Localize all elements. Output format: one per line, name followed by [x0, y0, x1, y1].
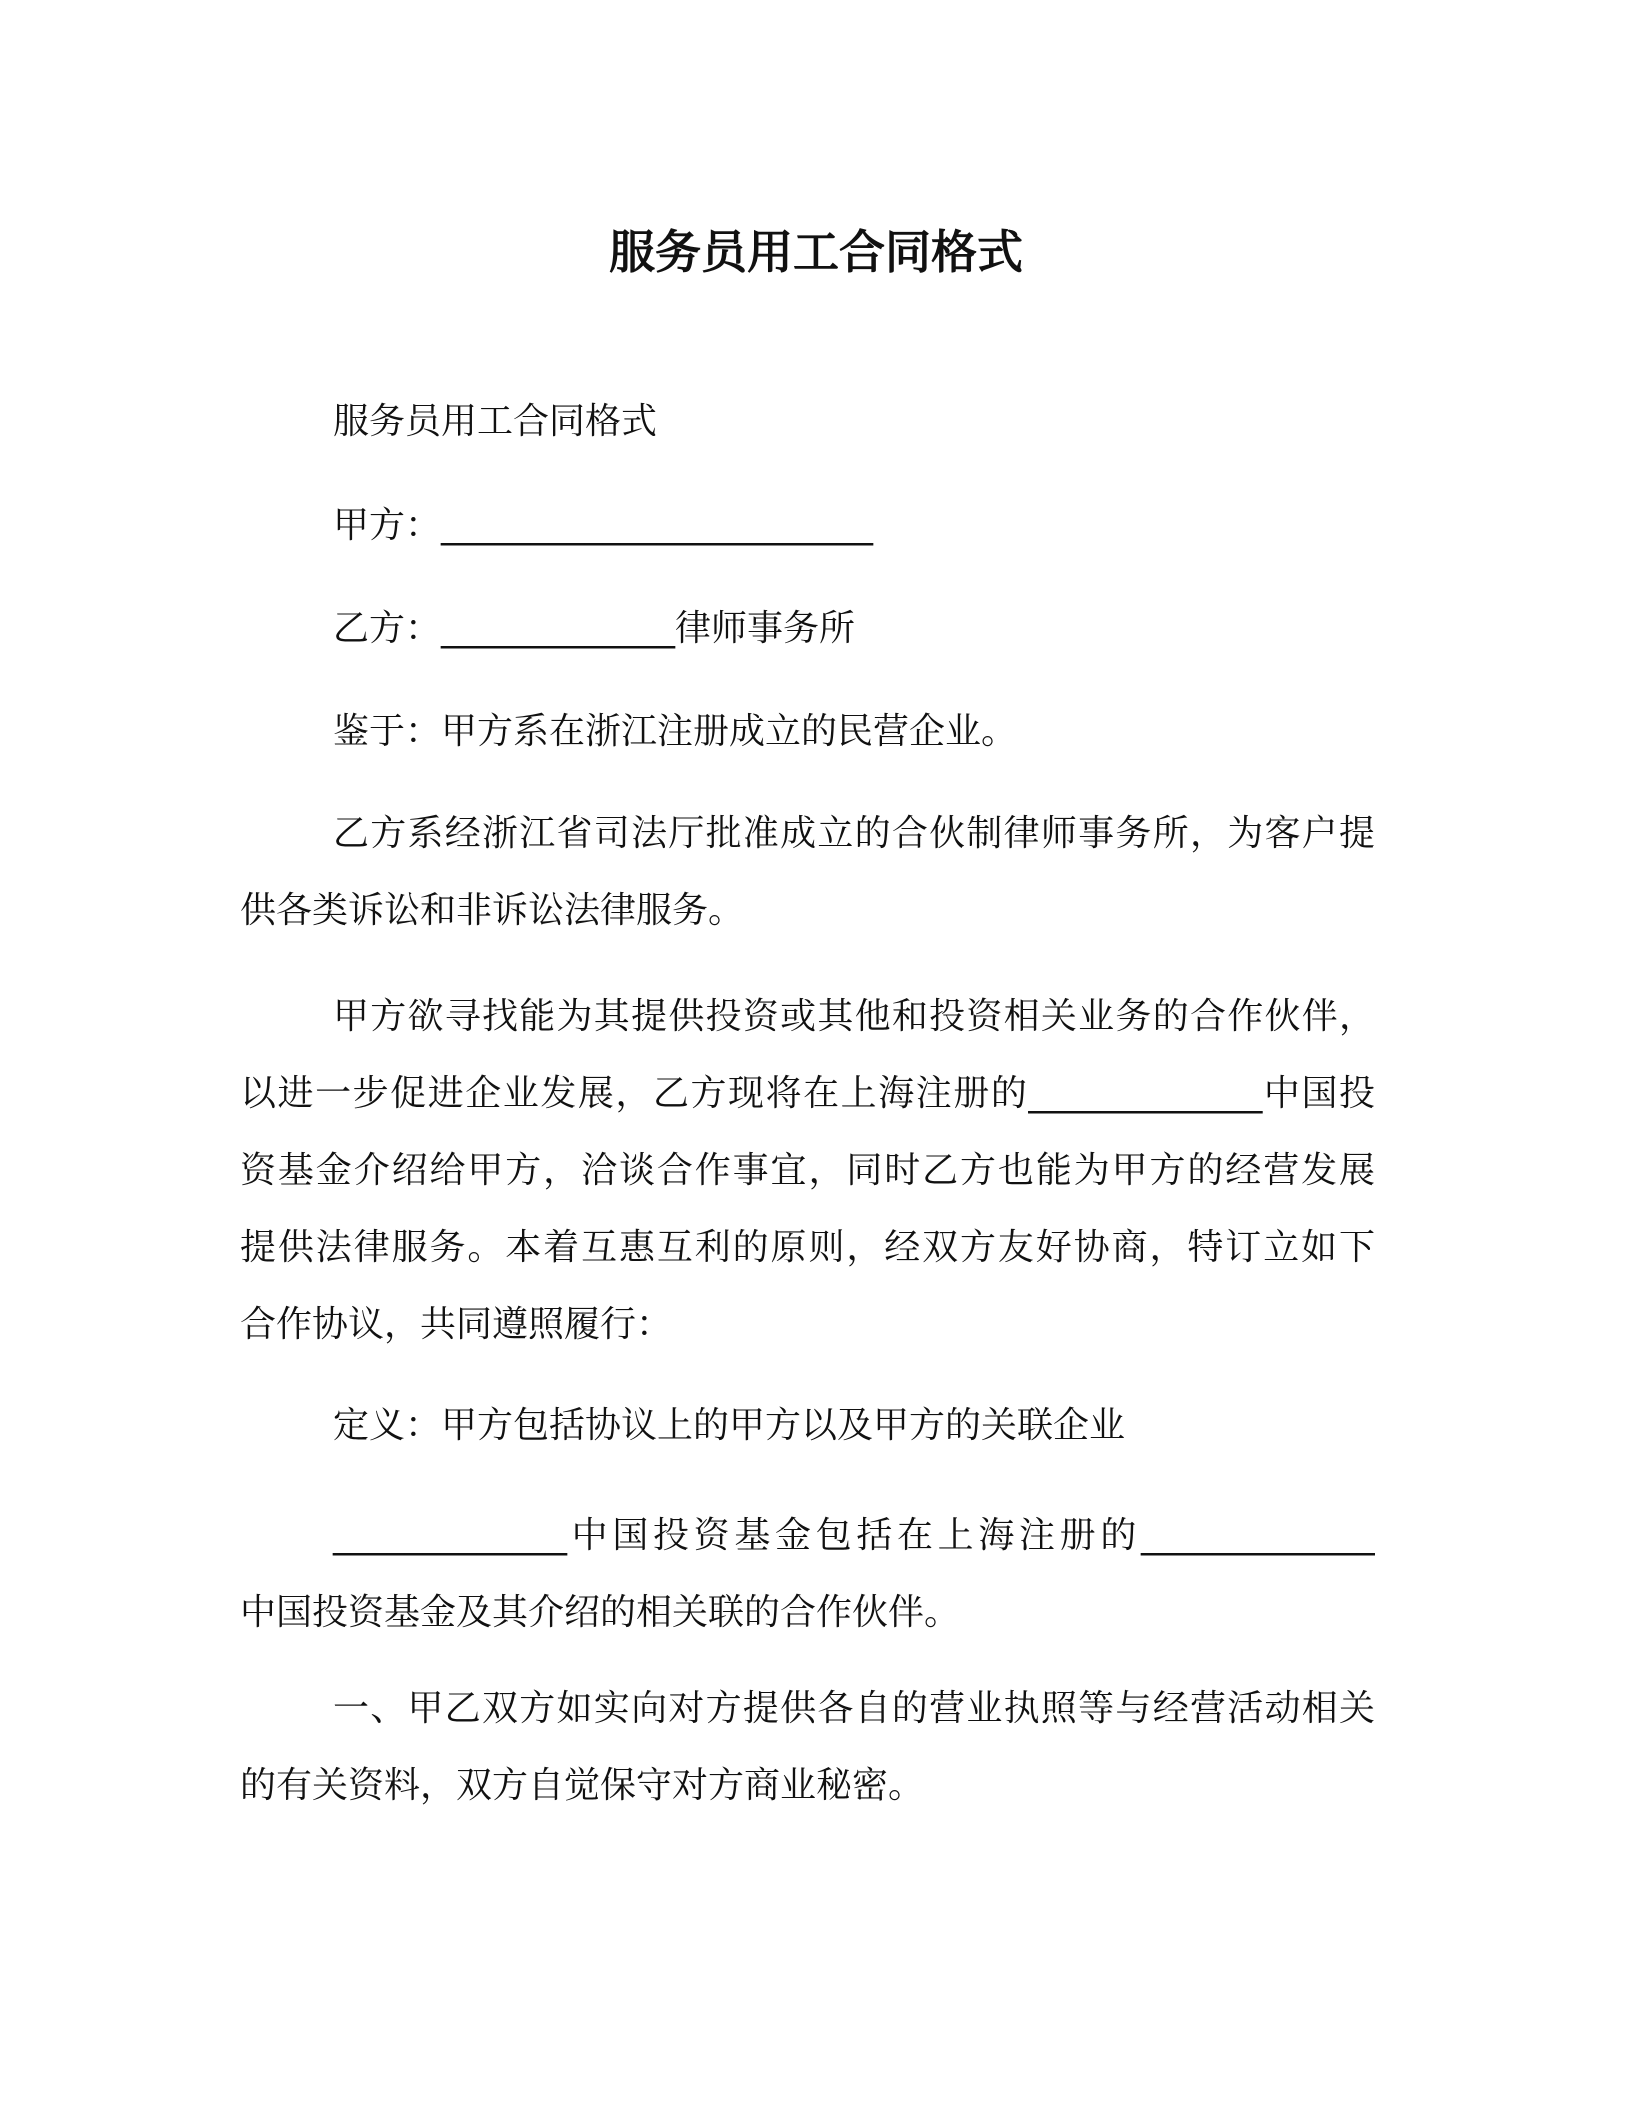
paragraph	[240, 1497, 1375, 1651]
paragraph	[240, 487, 1375, 564]
paragraph-line: 乙方系经浙江省司法厅批准成立的合伙制律师事务所，为客户提	[333, 813, 1375, 854]
paragraph-line: 资基金介绍给甲方，洽谈合作事宜，同时乙方也能为甲方的经营发展	[240, 1150, 1375, 1191]
paragraph	[240, 590, 1375, 667]
paragraph	[240, 1670, 1375, 1824]
paragraph-line: 甲方：________________________	[333, 505, 874, 546]
paragraph-line: 中国投资基金及其介绍的相关联的合作伙伴。	[240, 1592, 961, 1633]
paragraph-line: 服务员用工合同格式	[333, 401, 658, 442]
paragraph	[240, 693, 1375, 770]
paragraph	[240, 978, 1375, 1363]
paragraph-line: 甲方欲寻找能为其提供投资或其他和投资相关业务的合作伙伴，	[333, 996, 1375, 1037]
paragraph	[240, 795, 1375, 949]
paragraph-line: 的有关资料，双方自觉保守对方商业秘密。	[240, 1765, 925, 1806]
paragraph	[240, 1387, 1375, 1464]
paragraph	[240, 383, 1375, 460]
paragraph-line: 合作协议，共同遵照履行：	[240, 1304, 673, 1345]
paragraph-line: 提供法律服务。本着互惠互利的原则，经双方友好协商，特订立如下	[240, 1227, 1375, 1268]
paragraph-line: 定义：甲方包括协议上的甲方以及甲方的关联企业	[333, 1405, 1126, 1446]
paragraph-line: 以进一步促进企业发展，乙方现将在上海注册的_____________中国投	[240, 1073, 1375, 1114]
paragraph-line: 鉴于：甲方系在浙江注册成立的民营企业。	[333, 711, 1018, 752]
paragraph-line: 一、甲乙双方如实向对方提供各自的营业执照等与经营活动相关	[333, 1688, 1375, 1729]
document-title: 服务员用工合同格式	[609, 225, 1023, 279]
paragraph-line: _____________中国投资基金包括在上海注册的_____________	[333, 1515, 1375, 1556]
paragraph-line: 供各类诉讼和非诉讼法律服务。	[240, 890, 745, 931]
paragraph-line: 乙方：_____________律师事务所	[333, 608, 856, 649]
